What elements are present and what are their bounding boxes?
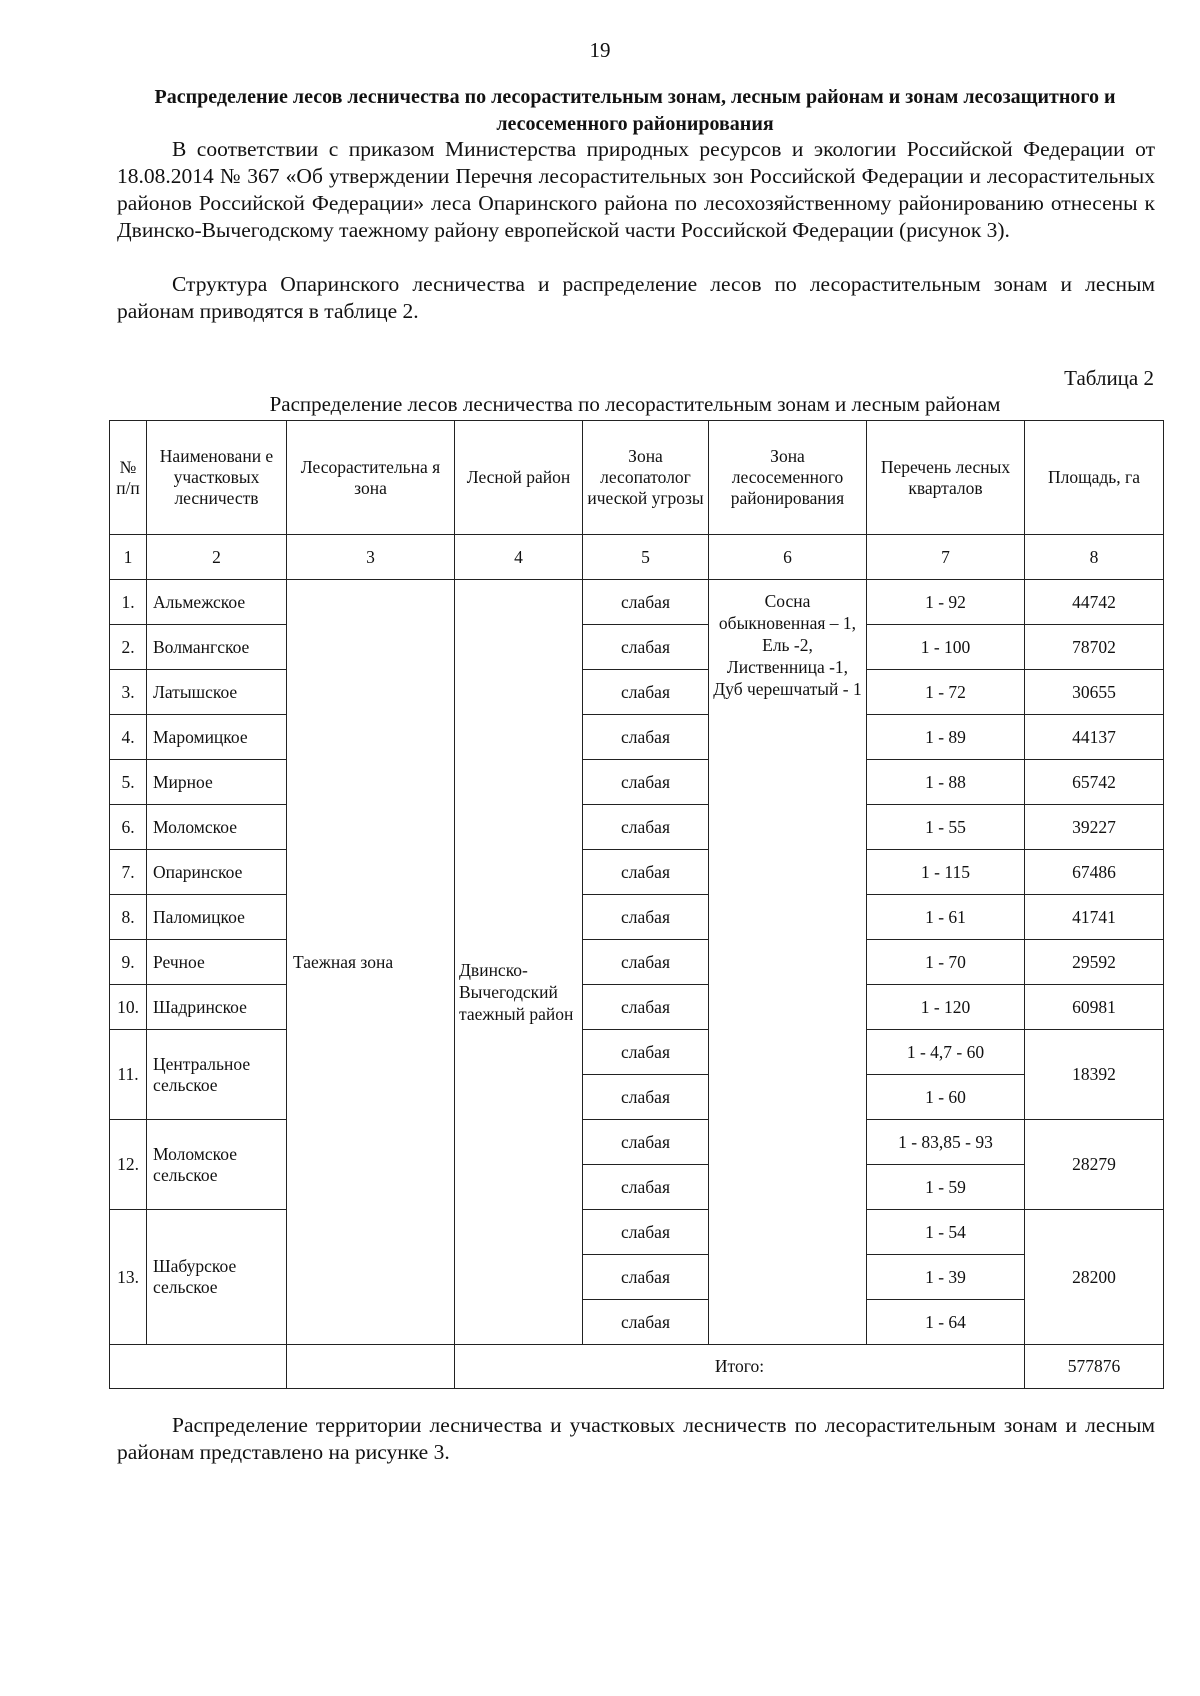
threat-level: слабая	[583, 1210, 709, 1255]
threat-level: слабая	[583, 580, 709, 625]
threat-level: слабая	[583, 850, 709, 895]
row-number: 12.	[110, 1120, 147, 1210]
column-number: 7	[867, 535, 1025, 580]
table-row	[110, 715, 1164, 760]
area: 28200	[1025, 1210, 1164, 1345]
threat-level: слабая	[583, 985, 709, 1030]
row-number: 8.	[110, 895, 147, 940]
quarters: 1 - 83,85 - 93	[867, 1120, 1025, 1165]
area: 18392	[1025, 1030, 1164, 1120]
column-number: 2	[147, 535, 287, 580]
threat-level: слабая	[583, 625, 709, 670]
header-forest-zone: Лесорастительна я зона	[287, 421, 455, 535]
area: 44137	[1025, 715, 1164, 760]
table-row	[110, 1030, 1164, 1075]
district-name: Маромицкое	[147, 715, 287, 760]
table-header-row	[110, 421, 1164, 535]
total-row	[110, 1345, 1164, 1389]
header-quarters: Перечень лесных кварталов	[867, 421, 1025, 535]
quarters: 1 - 64	[867, 1300, 1025, 1345]
area: 30655	[1025, 670, 1164, 715]
threat-level: слабая	[583, 760, 709, 805]
column-number: 5	[583, 535, 709, 580]
total-empty-cell	[287, 1345, 455, 1389]
header-area: Площадь, га	[1025, 421, 1164, 535]
paragraph-2: Структура Опаринского лесничества и распределение лесов по лесорастительным зонам и лесным районам приводятся в таблице 2.	[117, 272, 1155, 323]
table-label: Таблица 2	[1064, 366, 1154, 390]
district-name: Центральное сельское	[147, 1030, 287, 1120]
column-number: 1	[110, 535, 147, 580]
threat-level: слабая	[583, 895, 709, 940]
row-number: 5.	[110, 760, 147, 805]
district-name: Шабурское сельское	[147, 1210, 287, 1345]
row-number: 3.	[110, 670, 147, 715]
area: 78702	[1025, 625, 1164, 670]
threat-level: слабая	[583, 1255, 709, 1300]
table-row	[110, 895, 1164, 940]
total-empty-cell	[110, 1345, 287, 1389]
forest-district-cell: Двинско-Вычегодский таежный район	[455, 580, 583, 1345]
district-name: Речное	[147, 940, 287, 985]
threat-level: слабая	[583, 1075, 709, 1120]
section-heading: Распределение лесов лесничества по лесорастительным зонам, лесным районам и зонам лесозащитного и лесосеменного районирования	[154, 86, 1116, 135]
district-name: Латышское	[147, 670, 287, 715]
row-number: 1.	[110, 580, 147, 625]
district-name: Мирное	[147, 760, 287, 805]
row-number: 6.	[110, 805, 147, 850]
area: 60981	[1025, 985, 1164, 1030]
header-forest-district: Лесной район	[455, 421, 583, 535]
quarters: 1 - 70	[867, 940, 1025, 985]
district-name: Волмангское	[147, 625, 287, 670]
paragraph-1: В соответствии с приказом Министерства природных ресурсов и экологии Российской Федерации от 18.08.2014 № 367 «Об утверждении Перечня лесорастительных зон Российской Федерации и лесорастительных районов Российской Федерации» леса Опаринского района по лесохозяйственному районированию отнесены к Двинско-Вычегодскому таежному району европейской части Российской Федерации (рисунок 3).	[117, 137, 1155, 242]
quarters: 1 - 100	[867, 625, 1025, 670]
district-name: Моломское сельское	[147, 1120, 287, 1210]
quarters: 1 - 4,7 - 60	[867, 1030, 1025, 1075]
quarters: 1 - 60	[867, 1075, 1025, 1120]
district-name: Альмежское	[147, 580, 287, 625]
area: 39227	[1025, 805, 1164, 850]
forest-distribution-table	[109, 420, 1164, 1389]
paragraph-3: Распределение территории лесничества и участковых лесничеств по лесорастительным зонам и лесным районам представлено на рисунке 3.	[117, 1413, 1155, 1464]
quarters: 1 - 72	[867, 670, 1025, 715]
area: 41741	[1025, 895, 1164, 940]
quarters: 1 - 39	[867, 1255, 1025, 1300]
table-row	[110, 805, 1164, 850]
threat-level: слабая	[583, 805, 709, 850]
row-number: 4.	[110, 715, 147, 760]
threat-level: слабая	[583, 715, 709, 760]
district-name: Опаринское	[147, 850, 287, 895]
table-row	[110, 940, 1164, 985]
quarters: 1 - 54	[867, 1210, 1025, 1255]
quarters: 1 - 92	[867, 580, 1025, 625]
row-number: 10.	[110, 985, 147, 1030]
quarters: 1 - 89	[867, 715, 1025, 760]
area: 29592	[1025, 940, 1164, 985]
threat-level: слабая	[583, 1030, 709, 1075]
district-name: Шадринское	[147, 985, 287, 1030]
table-caption: Распределение лесов лесничества по лесорастительным зонам и лесным районам	[269, 392, 1001, 416]
seed-zone-cell: Сосна обыкновенная – 1, Ель -2, Лиственница -1, Дуб черешчатый - 1	[709, 580, 867, 1345]
threat-level: слабая	[583, 1300, 709, 1345]
total-area: 577876	[1025, 1345, 1164, 1389]
area: 28279	[1025, 1120, 1164, 1210]
header-seed-zone: Зона лесосеменного районирования	[709, 421, 867, 535]
quarters: 1 - 61	[867, 895, 1025, 940]
quarters: 1 - 88	[867, 760, 1025, 805]
quarters: 1 - 59	[867, 1165, 1025, 1210]
district-name: Моломское	[147, 805, 287, 850]
table-row	[110, 850, 1164, 895]
district-name: Паломицкое	[147, 895, 287, 940]
threat-level: слабая	[583, 1165, 709, 1210]
row-number: 9.	[110, 940, 147, 985]
table-row	[110, 1210, 1164, 1255]
header-name: Наименовани е участковых лесничеств	[147, 421, 287, 535]
column-number: 8	[1025, 535, 1164, 580]
header-number: № п/п	[110, 421, 147, 535]
table-row	[110, 985, 1164, 1030]
area: 44742	[1025, 580, 1164, 625]
table-row	[110, 580, 1164, 625]
area: 65742	[1025, 760, 1164, 805]
column-number: 4	[455, 535, 583, 580]
row-number: 7.	[110, 850, 147, 895]
column-number: 3	[287, 535, 455, 580]
header-threat-zone: Зона лесопатолог ической угрозы	[583, 421, 709, 535]
threat-level: слабая	[583, 1120, 709, 1165]
column-number: 6	[709, 535, 867, 580]
page-number: 19	[589, 38, 611, 62]
row-number: 13.	[110, 1210, 147, 1345]
threat-level: слабая	[583, 940, 709, 985]
table-row	[110, 670, 1164, 715]
total-label: Итого:	[455, 1345, 1025, 1389]
quarters: 1 - 55	[867, 805, 1025, 850]
table-row	[110, 760, 1164, 805]
forest-zone-cell: Таежная зона	[287, 580, 455, 1345]
table-row	[110, 1120, 1164, 1165]
table-row	[110, 625, 1164, 670]
quarters: 1 - 115	[867, 850, 1025, 895]
quarters: 1 - 120	[867, 985, 1025, 1030]
area: 67486	[1025, 850, 1164, 895]
row-number: 11.	[110, 1030, 147, 1120]
row-number: 2.	[110, 625, 147, 670]
column-number-row	[110, 535, 1164, 580]
threat-level: слабая	[583, 670, 709, 715]
